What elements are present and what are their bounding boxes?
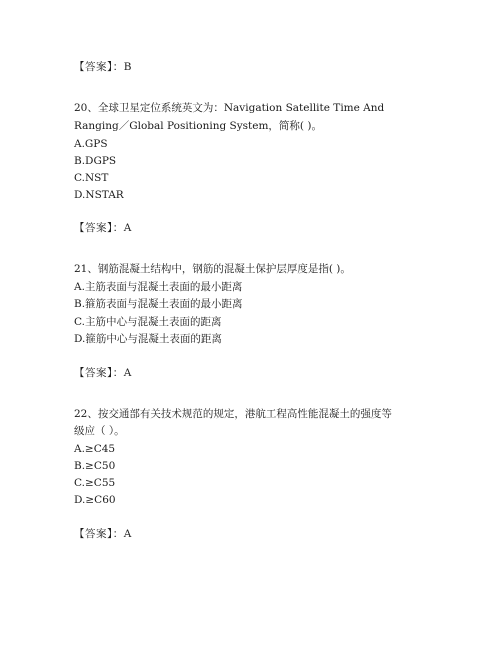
q22-answer: 【答案】：A — [74, 528, 132, 540]
q21-option-c: C.主筋中心与混凝土表面的距离 — [74, 316, 222, 328]
q21-answer: 【答案】：A — [74, 367, 132, 379]
q20-line1: 20、全球卫星定位系统英文为：Navigation Satellite Time And — [74, 102, 385, 114]
q22-option-c: C.≥C55 — [74, 477, 116, 489]
q22-option-a: A.≥C45 — [74, 443, 116, 455]
q20-answer: 【答案】：A — [74, 222, 132, 234]
q22-option-d: D.≥C60 — [74, 494, 116, 506]
q20-option-c: C.NST — [74, 172, 109, 184]
q21-option-a: A.主筋表面与混凝土表面的最小距离 — [74, 281, 243, 293]
q20-option-b: B.DGPS — [74, 155, 117, 167]
q20-option-a: A.GPS — [74, 138, 108, 150]
answer-prev: 【答案】：B — [74, 61, 132, 73]
q21-line1: 21、钢筋混凝土结构中，钢筋的混凝土保护层厚度是指( )。 — [74, 263, 351, 275]
q21-option-d: D.箍筋中心与混凝土表面的距离 — [74, 333, 222, 345]
q20-line2: Ranging／Global Positioning System，简称( )。 — [74, 120, 322, 132]
q21-option-b: B.箍筋表面与混凝土表面的最小距离 — [74, 298, 243, 310]
q22-line2: 级应（ ）。 — [74, 425, 125, 437]
q22-option-b: B.≥C50 — [74, 460, 116, 472]
q22-line1: 22、按交通部有关技术规范的规定，港航工程高性能混凝土的强度等 — [74, 408, 392, 420]
q20-option-d: D.NSTAR — [74, 189, 124, 201]
